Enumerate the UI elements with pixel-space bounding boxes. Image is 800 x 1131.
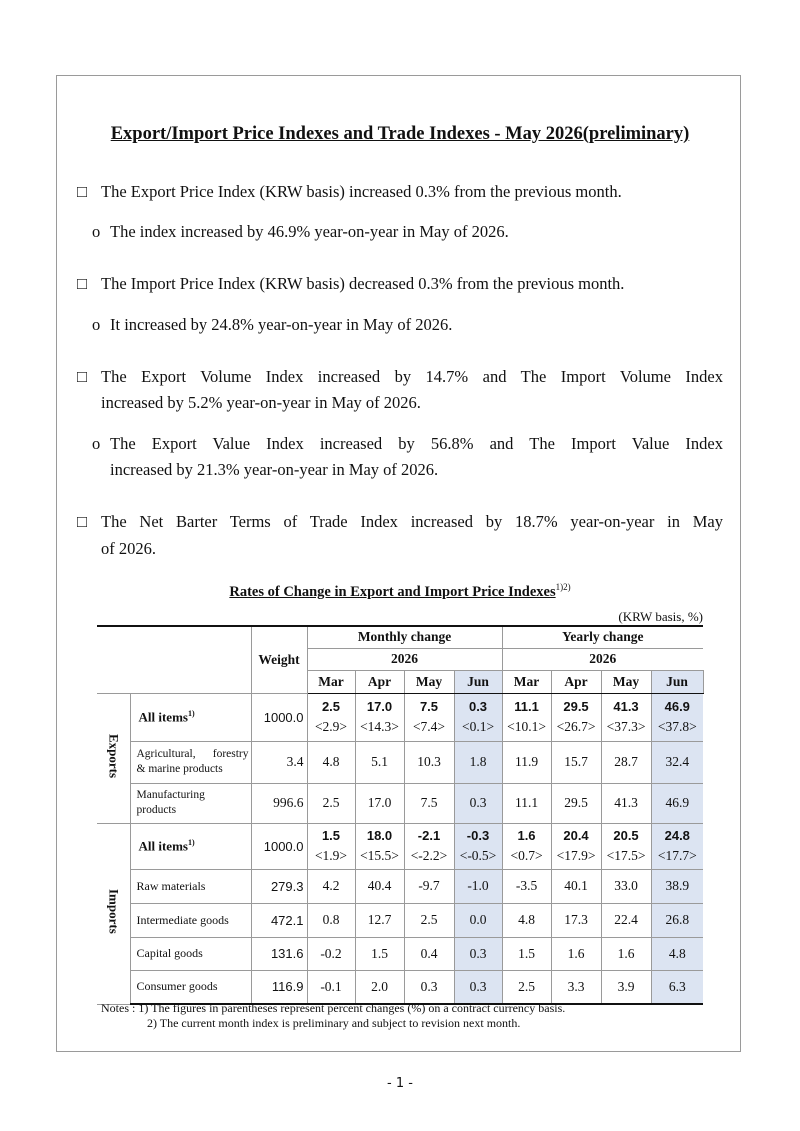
table-cell: 17.0 <box>355 783 404 823</box>
table-cell: 40.1 <box>551 869 601 903</box>
table-cell: 0.8 <box>307 903 355 937</box>
import-capital-goods-weight: 131.6 <box>251 937 307 970</box>
table-cell: 11.9 <box>502 741 551 783</box>
circle-bullet-icon: o <box>92 315 101 334</box>
table-cell: 0.4 <box>404 937 454 970</box>
table-cell: 0.3 <box>454 970 502 1004</box>
export-manufacturing-label: Manufacturing products <box>130 783 251 823</box>
import-all-jun: -0.3 <-0.5> <box>454 823 502 869</box>
import-all-items-weight: 1000.0 <box>251 823 307 869</box>
table-cell: 7.5 <box>404 783 454 823</box>
imports-group-label: Imports <box>97 823 130 1004</box>
import-all-may: -2.1 <-2.2> <box>404 823 454 869</box>
table-cell: 3.3 <box>551 970 601 1004</box>
table-cell: 0.3 <box>404 970 454 1004</box>
table-cell: 5.1 <box>355 741 404 783</box>
table-cell: 2.5 <box>404 903 454 937</box>
import-consumer-goods-weight: 116.9 <box>251 970 307 1004</box>
export-all-jun: 0.3 <0.1> <box>454 693 502 741</box>
table-cell: 2.5 <box>502 970 551 1004</box>
circle-bullet-icon: o <box>92 222 101 241</box>
table-cell: 40.4 <box>355 869 404 903</box>
page-number: - 1 - <box>387 1076 413 1091</box>
table-cell: 2.0 <box>355 970 404 1004</box>
export-agri-label: Agricultural, forestry & marine products <box>130 741 251 783</box>
table-cell: 4.8 <box>307 741 355 783</box>
table-cell: 33.0 <box>601 869 651 903</box>
volume-index-summary-line2: increased by 5.2% year-on-year in May of 2026. <box>101 393 421 412</box>
export-all-may: 7.5 <7.4> <box>404 693 454 741</box>
export-all-items-label: All items$^{1)}$ <box>130 693 251 741</box>
table-cell: -3.5 <box>502 869 551 903</box>
terms-of-trade-summary-line1: The Net Barter Terms of Trade Index increased by 18.7% year-on-year in May <box>101 512 723 531</box>
import-all-yoy-apr: 20.4 <17.9> <box>551 823 601 869</box>
table-cell: 41.3 <box>601 783 651 823</box>
table-cell: 4.2 <box>307 869 355 903</box>
table-cell: 32.4 <box>651 741 703 783</box>
table-cell: 22.4 <box>601 903 651 937</box>
table-notes <box>101 1001 565 1031</box>
table-cell: 1.5 <box>355 937 404 970</box>
month-header: Jun <box>651 670 703 693</box>
import-all-mar: 1.5 <1.9> <box>307 823 355 869</box>
month-header: Mar <box>502 670 551 693</box>
month-header: May <box>404 670 454 693</box>
table-cell: 6.3 <box>651 970 703 1004</box>
square-bullet-icon: □ <box>77 367 87 386</box>
weight-header: Weight <box>251 626 307 693</box>
table-cell: 0.3 <box>454 783 502 823</box>
table-cell: 28.7 <box>601 741 651 783</box>
export-all-yoy-apr: 29.5 <26.7> <box>551 693 601 741</box>
square-bullet-icon: □ <box>77 182 87 201</box>
table-cell: 1.6 <box>551 937 601 970</box>
caption-footnote-ref: 1)2) <box>555 582 571 592</box>
table-cell: 26.8 <box>651 903 703 937</box>
square-bullet-icon: □ <box>77 512 87 531</box>
month-header: Jun <box>454 670 502 693</box>
document-title: Export/Import Price Indexes and Trade Indexes - May 2026(preliminary) <box>110 124 690 144</box>
table-cell: 46.9 <box>651 783 703 823</box>
note-2: 2) The current month index is preliminary and subject to revision next month. <box>147 1016 521 1030</box>
table-cell: 3.9 <box>601 970 651 1004</box>
square-bullet-icon: □ <box>77 274 87 293</box>
table-cell: -9.7 <box>404 869 454 903</box>
monthly-change-header: Monthly change <box>307 626 502 648</box>
circle-bullet-icon: o <box>92 434 101 453</box>
table-cell: 4.8 <box>651 937 703 970</box>
import-raw-materials-weight: 279.3 <box>251 869 307 903</box>
month-header: Apr <box>355 670 404 693</box>
import-price-yoy: It increased by 24.8% year-on-year in May of 2026. <box>110 315 453 334</box>
exports-group-label: Exports <box>97 693 130 823</box>
import-capital-goods-label: Capital goods <box>130 937 251 970</box>
import-all-apr: 18.0 <15.5> <box>355 823 404 869</box>
table-cell: 15.7 <box>551 741 601 783</box>
table-cell: 4.8 <box>502 903 551 937</box>
import-all-yoy-jun: 24.8 <17.7> <box>651 823 703 869</box>
month-header: Apr <box>551 670 601 693</box>
volume-index-summary-line1: The Export Volume Index increased by 14.7% and The Import Volume Index <box>101 367 723 386</box>
export-all-yoy-jun: 46.9 <37.8> <box>651 693 703 741</box>
table-cell: 1.5 <box>502 937 551 970</box>
table-unit: (KRW basis, %) <box>618 609 703 624</box>
table-cell: 29.5 <box>551 783 601 823</box>
export-agri-weight: 3.4 <box>251 741 307 783</box>
export-price-yoy: The index increased by 46.9% year-on-year in May of 2026. <box>110 222 509 241</box>
export-all-yoy-may: 41.3 <37.3> <box>601 693 651 741</box>
table-cell: -0.1 <box>307 970 355 1004</box>
table-cell: -0.2 <box>307 937 355 970</box>
table-cell: 11.1 <box>502 783 551 823</box>
yearly-change-header: Yearly change <box>502 626 703 648</box>
table-cell: 17.3 <box>551 903 601 937</box>
import-price-summary: The Import Price Index (KRW basis) decreased 0.3% from the previous month. <box>101 274 625 293</box>
table-cell: 1.6 <box>601 937 651 970</box>
value-index-summary-line1: The Export Value Index increased by 56.8% and The Import Value Index <box>110 434 723 453</box>
table-cell: 1.8 <box>454 741 502 783</box>
export-all-apr: 17.0 <14.3> <box>355 693 404 741</box>
price-change-table <box>97 625 704 1005</box>
table-corner <box>97 626 251 693</box>
import-all-yoy-mar: 1.6 <0.7> <box>502 823 551 869</box>
import-consumer-goods-label: Consumer goods <box>130 970 251 1004</box>
month-header: May <box>601 670 651 693</box>
table-cell: 38.9 <box>651 869 703 903</box>
import-raw-materials-label: Raw materials <box>130 869 251 903</box>
table-cell: 10.3 <box>404 741 454 783</box>
terms-of-trade-summary-line2: of 2026. <box>101 539 156 558</box>
month-header: Mar <box>307 670 355 693</box>
export-price-summary: The Export Price Index (KRW basis) increased 0.3% from the previous month. <box>101 182 622 201</box>
table-cell: 0.0 <box>454 903 502 937</box>
table-cell: 2.5 <box>307 783 355 823</box>
import-intermediate-goods-weight: 472.1 <box>251 903 307 937</box>
value-index-summary-line2: increased by 21.3% year-on-year in May of 2026. <box>110 460 439 479</box>
export-all-yoy-mar: 11.1 <10.1> <box>502 693 551 741</box>
monthly-year-header: 2026 <box>307 648 502 670</box>
export-all-mar: 2.5 <2.9> <box>307 693 355 741</box>
import-all-items-label: All items$^{1)}$ <box>130 823 251 869</box>
note-1: Notes : 1) The figures in parentheses represent percent changes (%) on a contract currency basis. <box>101 1001 566 1015</box>
yearly-year-header: 2026 <box>502 648 703 670</box>
table-caption: Rates of Change in Export and Import Price Indexes$^{1)2)}$ <box>229 582 571 600</box>
table-cell: 12.7 <box>355 903 404 937</box>
table-cell: -1.0 <box>454 869 502 903</box>
import-intermediate-goods-label: Intermediate goods <box>130 903 251 937</box>
table-cell: 0.3 <box>454 937 502 970</box>
export-manufacturing-weight: 996.6 <box>251 783 307 823</box>
export-all-items-weight: 1000.0 <box>251 693 307 741</box>
import-all-yoy-may: 20.5 <17.5> <box>601 823 651 869</box>
